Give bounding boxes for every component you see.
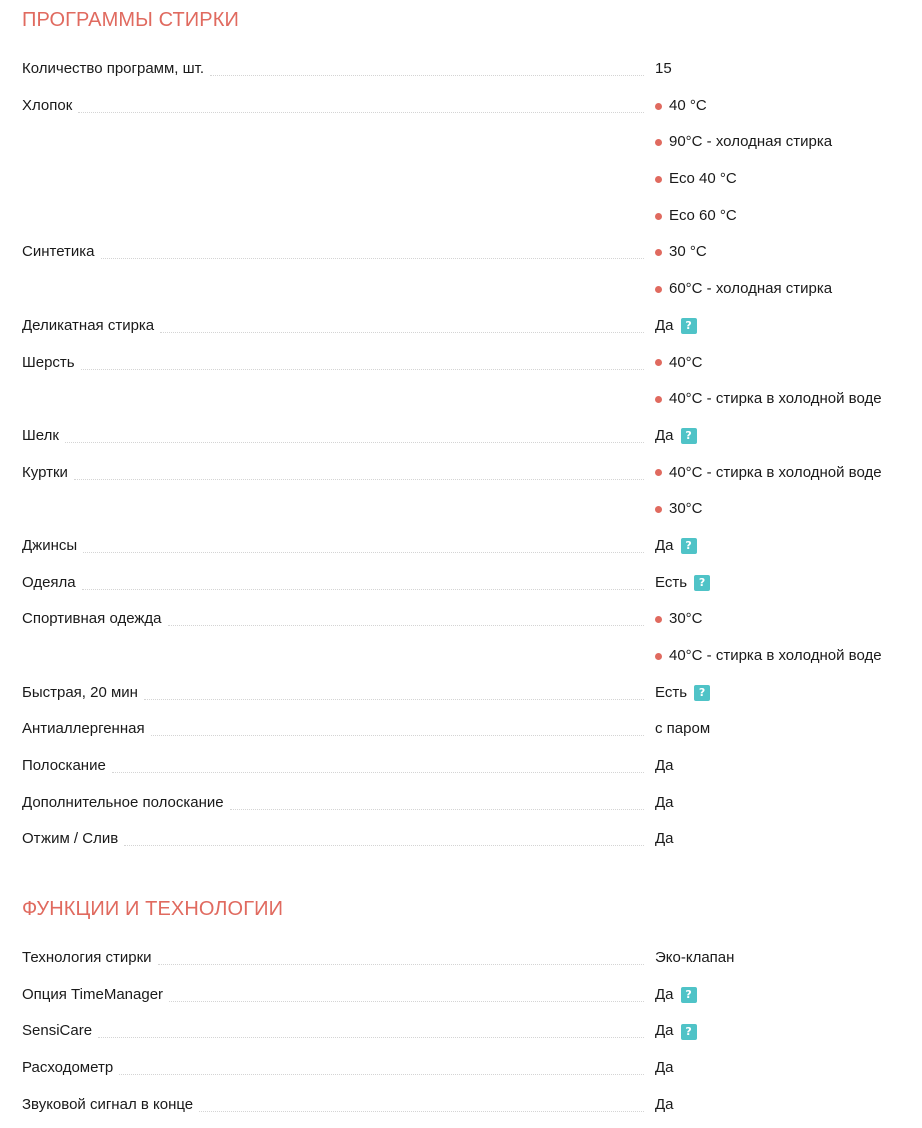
- spec-list-functions: [22, 940, 912, 1123]
- help-icon[interactable]: ?: [681, 538, 697, 554]
- help-icon[interactable]: ?: [694, 685, 710, 701]
- spec-row: [22, 198, 912, 235]
- dotted-leader: [101, 234, 644, 259]
- spec-label: Хлопок: [22, 88, 78, 125]
- spec-label: SensiCare: [22, 1013, 98, 1050]
- help-icon[interactable]: ?: [694, 575, 710, 591]
- spec-value-cell: [655, 821, 674, 858]
- spec-label-cell: [22, 528, 648, 565]
- spec-value: 30°C: [669, 500, 703, 518]
- dotted-leader: [65, 418, 644, 443]
- dotted-leader: [78, 88, 644, 113]
- dotted-leader: [199, 1087, 644, 1112]
- spec-value: 90°C - холодная стирка: [669, 133, 833, 151]
- spec-row: [22, 977, 912, 1014]
- spec-value-cell: [655, 455, 882, 492]
- help-icon[interactable]: ?: [681, 1024, 697, 1040]
- dotted-leader: [158, 940, 644, 965]
- spec-row: [22, 821, 912, 858]
- spec-value-cell: [655, 785, 674, 822]
- spec-row: [22, 381, 912, 418]
- spec-value-cell: [655, 88, 707, 125]
- spec-row: [22, 418, 912, 455]
- spec-row: [22, 161, 912, 198]
- spec-row: [22, 1087, 912, 1124]
- spec-row: [22, 345, 912, 382]
- bullet-icon: [655, 103, 662, 110]
- spec-row: [22, 565, 912, 602]
- spec-label: Количество программ, шт.: [22, 51, 210, 88]
- bullet-icon: [655, 139, 662, 146]
- spec-label-cell: [22, 161, 648, 198]
- bullet-icon: [655, 249, 662, 256]
- bullet-icon: [655, 506, 662, 513]
- spec-label-cell: [22, 675, 648, 712]
- spec-row: [22, 748, 912, 785]
- spec-value: Да: [655, 426, 674, 444]
- spec-label: Расходометр: [22, 1050, 119, 1087]
- dotted-leader: [98, 1013, 644, 1038]
- spec-value: 60°C - холодная стирка: [669, 280, 833, 298]
- spec-value-cell: [655, 234, 707, 271]
- bullet-icon: [655, 653, 662, 660]
- dotted-leader: [144, 675, 644, 700]
- bullet-icon: [655, 213, 662, 220]
- spec-value-cell: [655, 1050, 674, 1087]
- spec-label: Шерсть: [22, 345, 81, 382]
- spec-value-cell: [655, 675, 710, 712]
- spec-row: [22, 124, 912, 161]
- spec-value-cell: [655, 1087, 674, 1124]
- spec-value: Эко-клапан: [655, 949, 735, 966]
- spec-label-cell: [22, 381, 648, 418]
- spec-label-cell: [22, 234, 648, 271]
- spec-row: [22, 638, 912, 675]
- spec-label-cell: [22, 271, 648, 308]
- spec-label-cell: [22, 940, 648, 977]
- spec-label: Джинсы: [22, 528, 83, 565]
- spec-value-cell: [655, 124, 832, 161]
- spec-value: Есть: [655, 683, 688, 701]
- spec-value: Да: [655, 1095, 674, 1113]
- spec-label-cell: [22, 345, 648, 382]
- spec-value: с паром: [655, 720, 711, 738]
- spec-row: [22, 785, 912, 822]
- spec-label-cell: [22, 1013, 648, 1050]
- spec-label: Синтетика: [22, 234, 101, 271]
- spec-value-cell: [655, 528, 697, 565]
- spec-value-cell: [655, 271, 832, 308]
- spec-value-cell: [655, 977, 697, 1014]
- spec-row: [22, 528, 912, 565]
- spec-label-cell: [22, 601, 648, 638]
- dotted-leader: [74, 455, 644, 480]
- spec-label: Дополнительное полоскание: [22, 785, 230, 822]
- spec-value: Eco 60 °C: [669, 206, 737, 224]
- spec-value-cell: [655, 565, 710, 602]
- dotted-leader: [168, 601, 644, 626]
- spec-row: [22, 491, 912, 528]
- dotted-leader: [160, 308, 644, 333]
- spec-value: Да: [655, 1059, 674, 1077]
- spec-label-cell: [22, 565, 648, 602]
- spec-label-cell: [22, 1050, 648, 1087]
- spec-value: Есть: [655, 573, 688, 591]
- spec-row: [22, 51, 912, 88]
- spec-value: 40°C - стирка в холодной воде: [669, 463, 882, 481]
- spec-label: Антиаллергенная: [22, 711, 151, 748]
- spec-value: 30 °C: [669, 243, 707, 261]
- bullet-icon: [655, 286, 662, 293]
- spec-value: Да: [655, 830, 674, 848]
- spec-value-cell: [655, 748, 674, 785]
- spec-value: 30°C: [669, 610, 703, 628]
- spec-label: Быстрая, 20 мин: [22, 675, 144, 712]
- help-icon[interactable]: ?: [681, 318, 697, 334]
- section-title-wash-programs: ПРОГРАММЫ СТИРКИ: [22, 9, 239, 31]
- spec-value: Да: [655, 985, 674, 1003]
- spec-row: [22, 271, 912, 308]
- spec-value: Eco 40 °C: [669, 170, 737, 188]
- spec-row: [22, 308, 912, 345]
- spec-row: [22, 88, 912, 125]
- spec-label-cell: [22, 638, 648, 675]
- spec-value-cell: [655, 601, 703, 638]
- spec-label-cell: [22, 88, 648, 125]
- spec-label-cell: [22, 821, 648, 858]
- spec-value-cell: [655, 1013, 697, 1050]
- dotted-leader: [82, 565, 644, 590]
- spec-label: Отжим / Слив: [22, 821, 124, 858]
- spec-value-cell: [655, 198, 737, 235]
- spec-label: Спортивная одежда: [22, 601, 168, 638]
- spec-label-cell: [22, 308, 648, 345]
- spec-row: [22, 711, 912, 748]
- spec-value-cell: [655, 51, 672, 88]
- spec-value-cell: [655, 345, 703, 382]
- section-title-functions: ФУНКЦИИ И ТЕХНОЛОГИИ: [22, 898, 284, 920]
- spec-value-cell: [655, 418, 697, 455]
- dotted-leader: [83, 528, 644, 553]
- spec-label-cell: [22, 748, 648, 785]
- spec-label-cell: [22, 977, 648, 1014]
- spec-label: Звуковой сигнал в конце: [22, 1087, 199, 1124]
- spec-value-cell: [655, 711, 710, 748]
- dotted-leader: [151, 711, 644, 736]
- spec-label: Куртки: [22, 455, 74, 492]
- spec-label-cell: [22, 51, 648, 88]
- spec-row: [22, 675, 912, 712]
- help-icon[interactable]: ?: [681, 987, 697, 1003]
- spec-label: Полоскание: [22, 748, 112, 785]
- spec-label-cell: [22, 124, 648, 161]
- help-icon[interactable]: ?: [681, 428, 697, 444]
- spec-value: 40°C: [669, 353, 703, 371]
- spec-list-wash-programs: [22, 51, 912, 858]
- spec-label: Деликатная стирка: [22, 308, 160, 345]
- spec-value: Да: [655, 757, 674, 775]
- dotted-leader: [230, 785, 644, 810]
- spec-value: Да: [655, 316, 674, 334]
- spec-value-cell: [655, 491, 703, 528]
- spec-label-cell: [22, 455, 648, 492]
- spec-row: [22, 1050, 912, 1087]
- dotted-leader: [124, 821, 644, 846]
- dotted-leader: [112, 748, 644, 773]
- spec-value: 40°C - стирка в холодной воде: [669, 390, 882, 408]
- spec-value: 15: [655, 60, 672, 77]
- dotted-leader: [81, 345, 644, 370]
- dotted-leader: [119, 1050, 644, 1075]
- spec-value: 40°C - стирка в холодной воде: [669, 647, 882, 664]
- bullet-icon: [655, 359, 662, 366]
- bullet-icon: [655, 469, 662, 476]
- spec-value: 40 °C: [669, 96, 707, 114]
- spec-value-cell: [655, 638, 882, 675]
- dotted-leader: [210, 51, 644, 76]
- spec-label-cell: [22, 785, 648, 822]
- spec-label-cell: [22, 1087, 648, 1124]
- spec-value: Да: [655, 1022, 674, 1040]
- spec-label: Шелк: [22, 418, 65, 455]
- spec-value: Да: [655, 793, 674, 811]
- spec-value: Да: [655, 536, 674, 554]
- bullet-icon: [655, 176, 662, 183]
- spec-label: Одеяла: [22, 565, 82, 602]
- spec-label-cell: [22, 491, 648, 528]
- spec-label: Технология стирки: [22, 940, 158, 977]
- spec-row: [22, 940, 912, 977]
- bullet-icon: [655, 616, 662, 623]
- spec-row: [22, 601, 912, 638]
- spec-value-cell: [655, 940, 734, 977]
- spec-row: [22, 455, 912, 492]
- spec-label-cell: [22, 711, 648, 748]
- spec-label-cell: [22, 418, 648, 455]
- spec-label: Опция TimeManager: [22, 977, 169, 1014]
- spec-value-cell: [655, 308, 697, 345]
- bullet-icon: [655, 396, 662, 403]
- spec-label-cell: [22, 198, 648, 235]
- spec-row: [22, 1013, 912, 1050]
- spec-value-cell: [655, 381, 882, 418]
- spec-value-cell: [655, 161, 737, 198]
- dotted-leader: [169, 977, 644, 1002]
- spec-row: [22, 234, 912, 271]
